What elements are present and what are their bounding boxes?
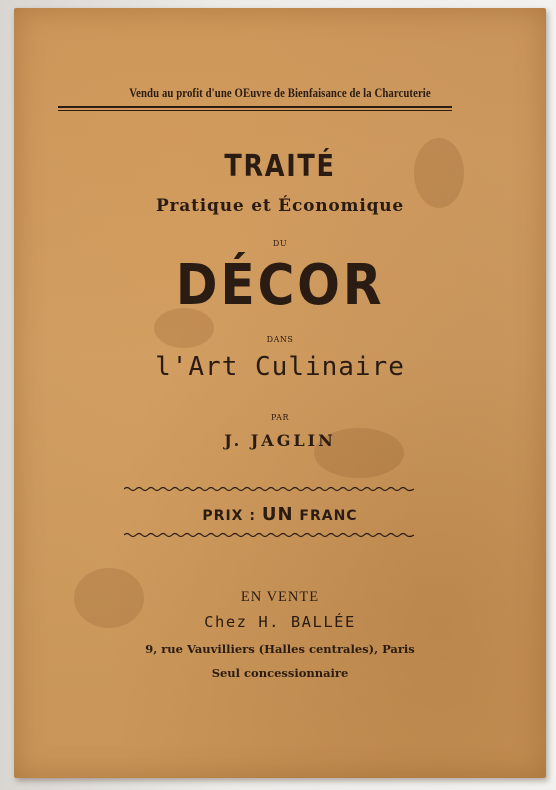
publisher-name: Chez H. BALLÉE <box>204 613 356 631</box>
connector-du: DU <box>272 239 288 248</box>
price-currency: FRANC <box>299 508 358 524</box>
connector-par: PAR <box>271 413 289 422</box>
notice-rule <box>58 106 452 108</box>
connector-dans: DANS <box>266 335 294 344</box>
price-label: PRIX : <box>202 508 256 524</box>
notice-rule-thin <box>58 110 452 111</box>
concession-note: Seul concessionnaire <box>211 666 349 680</box>
wavy-rule-bottom <box>124 532 414 538</box>
author-name: J. JAGLIN <box>224 431 336 450</box>
book-cover <box>14 8 546 778</box>
publisher-address: 9, rue Vauvilliers (Halles centrales), Paris <box>145 642 415 656</box>
wavy-rule-top <box>124 486 414 492</box>
main-title-decor: DÉCOR <box>175 253 385 318</box>
subtitle: Pratique et Économique <box>155 196 405 216</box>
price-line <box>14 504 546 525</box>
charity-notice: Vendu au profit d'une OEuvre de Bienfaisance de la Charcuterie <box>129 86 431 100</box>
art-culinaire-line: l'Art Culinaire <box>155 352 405 382</box>
en-vente-label: EN VENTE <box>240 589 320 605</box>
title-traite: TRAITÉ <box>224 149 336 184</box>
price-amount: UN <box>261 504 294 525</box>
